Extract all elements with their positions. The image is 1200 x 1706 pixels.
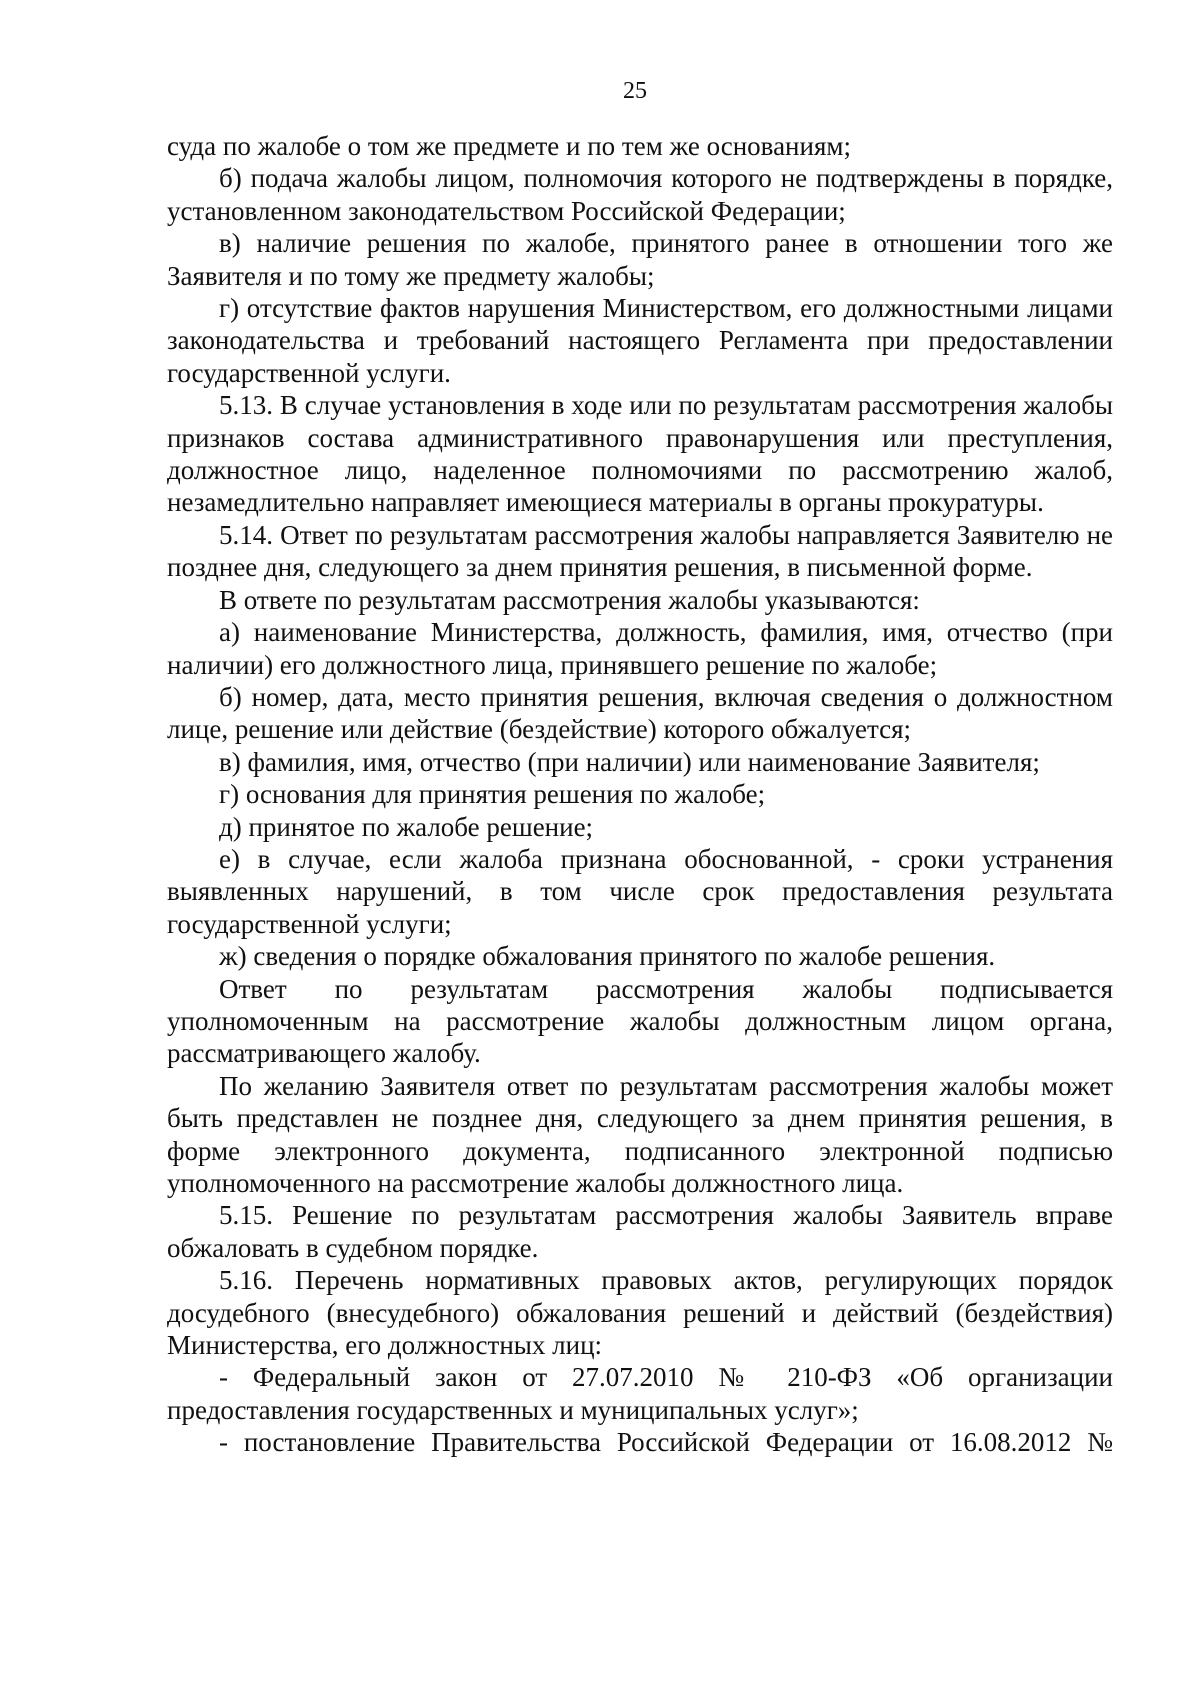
answer-item-v: в) фамилия, имя, отчество (при наличии) или наименование Заявителя; xyxy=(219,746,1040,777)
list-item-g: г) отсутствие фактов нарушения Министерством, его должностными лицами законодательства и требований настоящего Регламента при предоставлении государственной услуги. xyxy=(167,293,1113,388)
answer-item-g: г) основания для принятия решения по жалобе; xyxy=(219,779,766,810)
answer-item-zh: ж) сведения о порядке обжалования принятого по жалобе решения. xyxy=(219,941,996,972)
answer-item-a: а) наименование Министерства, должность, фамилия, имя, отчество (при наличии) его должностного лица, принявшего решение по жалобе; xyxy=(167,617,1113,680)
page-number: 25 xyxy=(623,78,647,104)
answer-item-b: б) номер, дата, место принятия решения, включая сведения о должностном лице, решение или действие (бездействие) которого обжалуется; xyxy=(167,681,1113,745)
document-body xyxy=(167,130,1113,1459)
answer-item-d: д) принятое по жалобе решение; xyxy=(219,811,594,842)
answer-signature-paragraph: Ответ по результатам рассмотрения жалобы подписывается уполномоченным на рассмотрение жалобы должностным лицом органа, рассматривающего жалобу. xyxy=(167,973,1113,1069)
answer-contents-intro: В ответе по результатам рассмотрения жалобы указываются: xyxy=(219,584,920,615)
section-5-14: 5.14. Ответ по результатам рассмотрения жалобы направляется Заявителю не позднее дня, следующего за днем принятия решения, в письменной форме. xyxy=(167,519,1113,583)
list-item-b: б) подача жалобы лицом, полномочия которого не подтверждены в порядке, установленном законодательством Российской Федерации; xyxy=(167,163,1113,226)
legal-act-government-resolution: - постановление Правительства Российской Федерации от 16.08.2012 № xyxy=(219,1427,1113,1458)
legal-act-federal-law: - Федеральный закон от 27.07.2010 № 210-ФЗ «Об организации предоставления государственных и муниципальных услуг»; xyxy=(167,1362,1113,1425)
section-5-13: 5.13. В случае установления в ходе или по результатам рассмотрения жалобы признаков состава административного правонарушения или преступления, должностное лицо, наделенное полномочиями по рассмотрению жалоб, незамедлительно направляет имеющиеся материалы в органы прокуратуры. xyxy=(167,390,1113,518)
answer-item-e: е) в случае, если жалоба признана обоснованной, - сроки устранения выявленных нарушений, в том числе срок предоставления результата государственной услуги; xyxy=(167,843,1113,939)
section-5-16: 5.16. Перечень нормативных правовых актов, регулирующих порядок досудебного (внесудебного) обжалования решений и действий (бездействия) Министерства, его должностных лиц: xyxy=(167,1265,1113,1361)
electronic-answer-paragraph: По желанию Заявителя ответ по результатам рассмотрения жалобы может быть представлен не позднее дня, следующего за днем принятия решения, в форме электронного документа, подписанного электронной подписью уполномоченного на рассмотрение жалобы должностного лица. xyxy=(167,1070,1113,1198)
list-item-v: в) наличие решения по жалобе, принятого ранее в отношении того же Заявителя и по тому же предмету жалобы; xyxy=(167,228,1113,291)
paragraph-continuation: суда по жалобе о том же предмете и по тем же основаниям; xyxy=(167,131,851,161)
section-5-15: 5.15. Решение по результатам рассмотрения жалобы Заявитель вправе обжаловать в судебном порядке. xyxy=(167,1200,1113,1263)
